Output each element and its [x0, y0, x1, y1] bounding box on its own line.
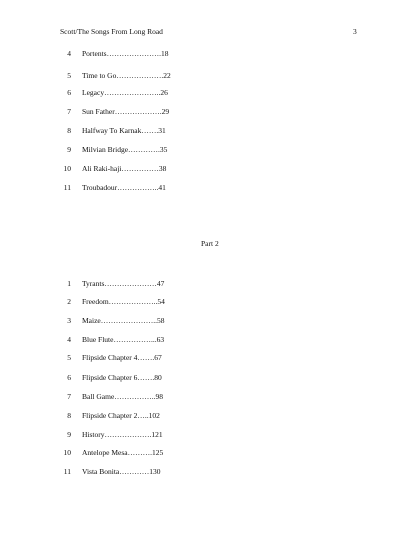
- entry-text: Maize…………………..58: [82, 316, 165, 325]
- entry-text: Flipside Chapter 4…….67: [82, 353, 162, 362]
- entry-text: Troubadour……………..41: [82, 183, 166, 192]
- toc-entry: [60, 145, 167, 154]
- toc-entry: [60, 126, 166, 135]
- entry-text: Tyrants…………………47: [82, 279, 165, 288]
- running-header: Scott/The Songs From Long Road: [60, 27, 163, 36]
- entry-text: Ball Game……………..98: [82, 392, 164, 401]
- entry-number: 7: [67, 392, 71, 401]
- entry-number: 6: [67, 373, 71, 382]
- entry-text: Vista Bonita…………130: [82, 467, 161, 476]
- entry-text: Flipside Chapter 6…….80: [82, 373, 162, 382]
- toc-entry: [60, 392, 163, 401]
- toc-entry: [60, 353, 162, 362]
- entry-text: Halfway To Karnak…….31: [82, 126, 166, 135]
- entry-number: 5: [67, 71, 71, 80]
- part-heading: Part 2: [201, 239, 219, 248]
- entry-text: Legacy…………………..26: [82, 88, 168, 97]
- toc-entry: [60, 335, 164, 344]
- page-number: 3: [353, 27, 357, 36]
- toc-entry: [60, 316, 165, 325]
- toc-entry: [60, 411, 160, 420]
- entry-text: Freedom………………..54: [82, 297, 165, 306]
- entry-text: Ali Raki-haji……………38: [82, 164, 167, 173]
- entry-number: 4: [67, 335, 71, 344]
- toc-entry: [60, 279, 164, 288]
- entry-number: 9: [67, 145, 71, 154]
- entry-number: 3: [67, 316, 71, 325]
- entry-number: 11: [63, 183, 71, 192]
- entry-number: 1: [67, 279, 71, 288]
- entry-number: 10: [63, 448, 71, 457]
- toc-entry: [60, 107, 169, 116]
- toc-entry: [60, 164, 166, 173]
- entry-text: Milvian Bridge………….35: [82, 145, 168, 154]
- entry-number: 4: [67, 49, 71, 58]
- entry-number: 9: [67, 430, 71, 439]
- entry-text: Sun Father……………….29: [82, 107, 170, 116]
- entry-text: Flipside Chapter 2…..102: [82, 411, 160, 420]
- entry-number: 11: [63, 467, 71, 476]
- entry-text: History……………….121: [82, 430, 163, 439]
- entry-text: Portents………………….18: [82, 49, 169, 58]
- entry-text: Blue Flute……………...63: [82, 335, 165, 344]
- toc-entry: [60, 183, 166, 192]
- entry-number: 5: [67, 353, 71, 362]
- toc-entry: [60, 88, 168, 97]
- toc-entry: [60, 430, 163, 439]
- entry-number: 8: [67, 126, 71, 135]
- toc-entry: [60, 297, 165, 306]
- entry-text: Antelope Mesa……….125: [82, 448, 164, 457]
- entry-number: 8: [67, 411, 71, 420]
- entry-number: 10: [63, 164, 71, 173]
- toc-entry: [60, 71, 171, 80]
- toc-entry: [60, 448, 163, 457]
- entry-number: 6: [67, 88, 71, 97]
- entry-number: 7: [67, 107, 71, 116]
- entry-text: Time to Go……………….22: [82, 71, 171, 80]
- toc-entry: [60, 467, 161, 476]
- toc-entry: [60, 373, 162, 382]
- toc-entry: [60, 49, 168, 58]
- entry-number: 2: [67, 297, 71, 306]
